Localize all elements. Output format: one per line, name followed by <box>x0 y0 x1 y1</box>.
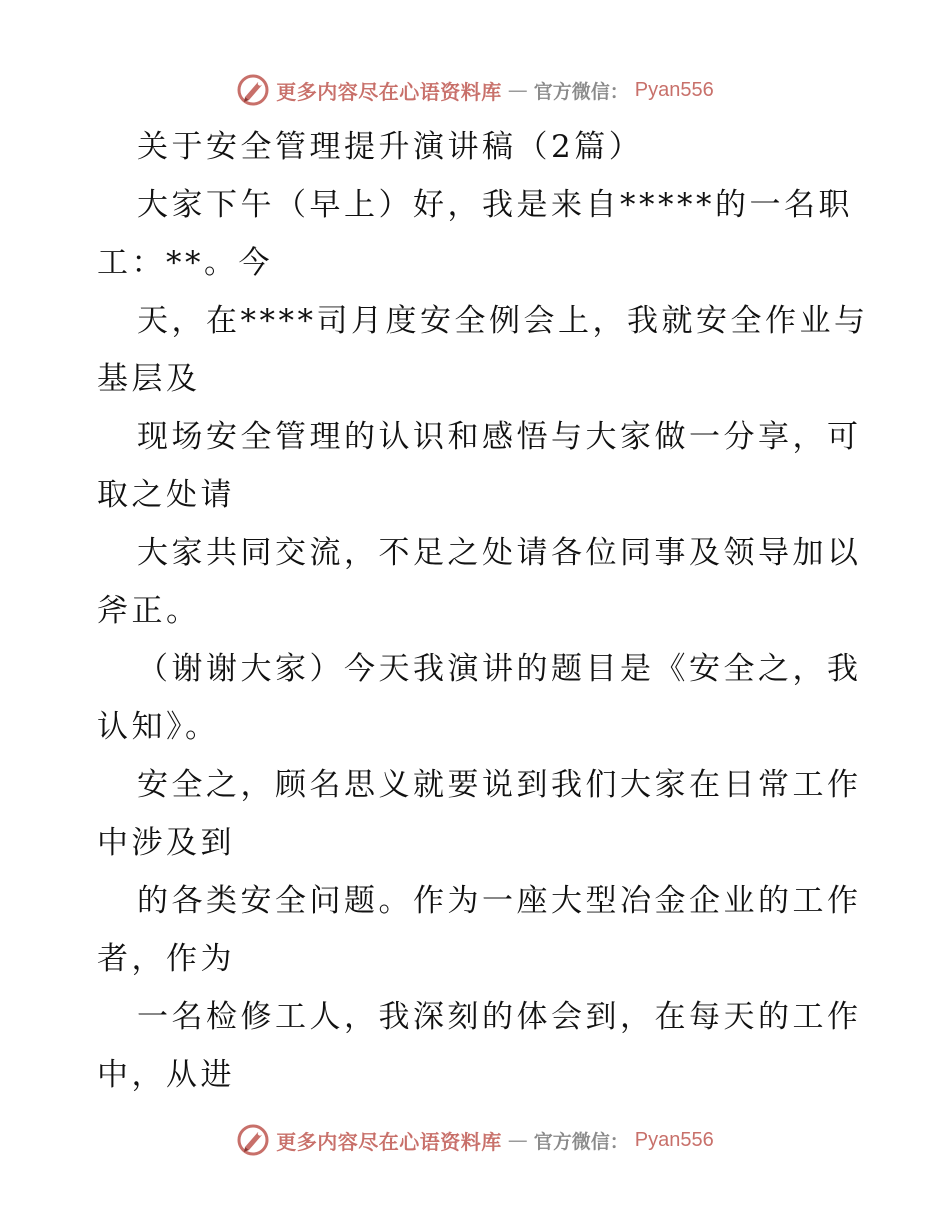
watermark-official-label: 官方微信： <box>533 80 629 103</box>
watermark-separator: — <box>507 1128 528 1152</box>
watermark-wechat-id: Pyan556 <box>634 78 714 101</box>
text-line: 的各类安全问题。作为一座大型冶金企业的工作 <box>137 883 862 919</box>
text-line: 斧正。 <box>97 593 201 629</box>
text-line: 天，在****司月度安全例会上，我就安全作业与 <box>137 303 869 339</box>
watermark-main-text: 更多内容尽在心语资料库 <box>276 79 502 104</box>
watermark-official-label: 官方微信： <box>533 1130 629 1153</box>
text-line: （谢谢大家）今天我演讲的题目是《安全之，我 <box>137 651 862 687</box>
text-line: 安全之，顾名思义就要说到我们大家在日常工作 <box>137 767 862 803</box>
pen-logo-icon <box>236 1123 270 1157</box>
document-title: 关于安全管理提升演讲稿（2篇） <box>137 129 644 165</box>
header-watermark <box>0 70 950 110</box>
text-line: 大家共同交流，不足之处请各位同事及领导加以 <box>137 535 862 571</box>
watermark-wechat-id: Pyan556 <box>634 1128 714 1151</box>
text-line: 者，作为 <box>97 941 235 977</box>
text-line: 基层及 <box>97 361 201 397</box>
text-line: 工：**。今 <box>97 245 273 281</box>
text-line: 中涉及到 <box>97 825 235 861</box>
footer-watermark <box>0 1120 950 1160</box>
document-body <box>97 118 869 1104</box>
text-line: 认知》。 <box>97 709 220 745</box>
text-line: 取之处请 <box>97 477 235 513</box>
text-line: 一名检修工人，我深刻的体会到，在每天的工作 <box>137 999 862 1035</box>
text-line: 中，从进 <box>97 1057 235 1093</box>
text-line: 现场安全管理的认识和感悟与大家做一分享，可 <box>137 419 862 455</box>
pen-logo-icon <box>236 73 270 107</box>
text-line: 大家下午（早上）好，我是来自*****的一名职 <box>137 187 853 223</box>
watermark-separator: — <box>507 78 528 102</box>
watermark-main-text: 更多内容尽在心语资料库 <box>276 1129 502 1154</box>
